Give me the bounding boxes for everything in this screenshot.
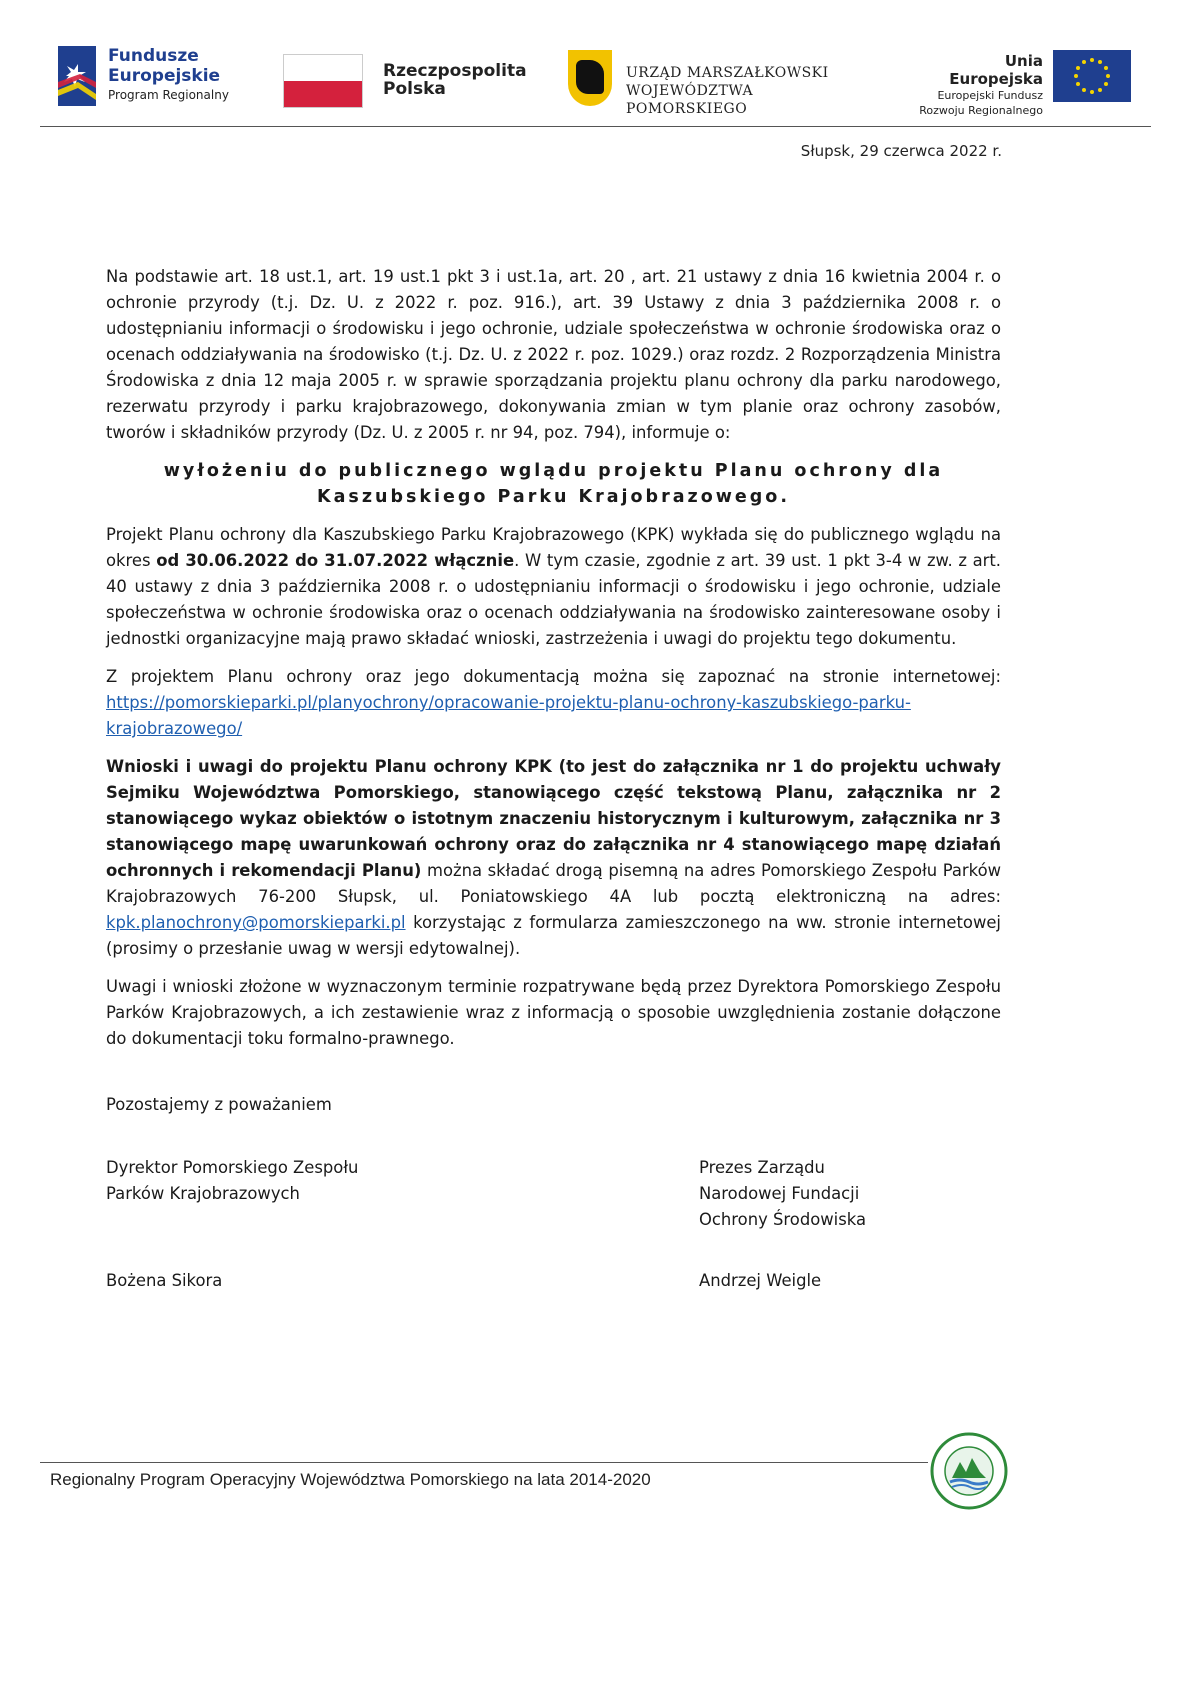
ue-line1: Unia Europejska (949, 52, 1043, 88)
um-line2: WOJEWÓDZTWA POMORSKIEGO (626, 83, 754, 117)
ue-line3: Rozwoju Regionalnego (919, 104, 1043, 117)
fe-line3: Program Regionalny (108, 88, 229, 102)
urzad-marszalkowski-logo (568, 40, 868, 117)
paragraph-website: Z projektem Planu ochrony oraz jego dokumentacją można się zapoznać na stronie internetowej: https://pomorskieparki.pl/planyochrony/opracowanie-projektu-planu-ochrony-kaszubskiego-parku-krajobrazowego/ (106, 667, 1001, 738)
paragraph-review: Uwagi i wnioski złożone w wyznaczonym terminie rozpatrywane będą przez Dyrektora Pomorskiego Zespołu Parków Krajobrazowych, a ich zestawienie wraz z informacją o sposobie uwzględnienia zostanie dołączone do dokumentacji toku formalno-prawnego. (106, 977, 1001, 1048)
exposure-dates: od 30.06.2022 do 31.07.2022 włącznie (156, 551, 515, 570)
plan-website-link[interactable]: https://pomorskieparki.pl/planyochrony/opracowanie-projektu-planu-ochrony-kaszubskiego-parku-krajobrazowego/ (106, 693, 911, 738)
pzpk-logo-icon (930, 1432, 1008, 1510)
poland-flag-icon (283, 54, 363, 108)
signature-right-title: Prezes Zarządu Narodowej Fundacji Ochrony Środowiska (699, 1158, 866, 1229)
footer-divider (40, 1462, 928, 1463)
header-logos (58, 40, 1138, 120)
announcement-heading: wyłożeniu do publicznego wglądu projektu Planu ochrony dla Kaszubskiego Parku Krajobrazowego. (163, 461, 944, 507)
paragraph-exposure-period: Projekt Planu ochrony dla Kaszubskiego Parku Krajobrazowego (KPK) wykłada się do publicznego wglądu na okres od 30.06.2022 do 31.07.2022 włącznie. W tym czasie, zgodnie z art. 39 ust. 1 pkt 3-4 w zw. z art. 40 ustawy z dnia 3 października 2008 r. o udostępnianiu informacji o środowisku i jego ochronie, udziale społeczeństwa w ochronie środowiska oraz o ocenach oddziaływania na środowisko zainteresowane osoby i jednostki organizacyjne mają prawo składać wnioski, zastrzeżenia i uwagi do projektu tego dokumentu. (106, 525, 1001, 648)
rp-line2: Polska (383, 79, 446, 99)
fundusze-europejskie-logo (58, 40, 233, 110)
rp-line1: Rzeczpospolita (383, 61, 527, 81)
rzeczpospolita-logo (283, 40, 527, 100)
signatory-right-name: Andrzej Weigle (699, 1271, 822, 1290)
letter-body (106, 264, 1001, 1064)
closing-phrase: Pozostajemy z poważaniem (106, 1095, 332, 1114)
paragraph-legal-basis: Na podstawie art. 18 ust.1, art. 19 ust.1 pkt 3 i ust.1a, art. 20 , art. 21 ustawy z dnia 16 kwietnia 2004 r. o ochronie przyrody (t.j. Dz. U. z 2022 r. poz. 916.), art. 39 Ustawy z dnia 3 października 2008 r. o udostępnianiu informacji o środowisku i jego ochronie, udziale społeczeństwa w ochronie środowiska oraz o ocenach oddziaływania na środowisko (t.j. Dz. U. z 2022 r. poz. 1029.) oraz rozdz. 2 Rozporządzenia Ministra Środowiska z dnia 12 maja 2005 r. w sprawie sporządzania projektu planu ochrony dla parku narodowego, rezerwatu przyrody i parku krajobrazowego, dokonywania zmian w tym planie oraz ochrony zasobów, tworów i składników przyrody (Dz. U. z 2005 r. nr 94, poz. 794), informuje o: (106, 267, 1001, 442)
letter-date: Słupsk, 29 czerwca 2022 r. (800, 142, 1002, 160)
fe-star-icon (58, 46, 96, 106)
header-divider (40, 126, 1151, 127)
eu-flag-icon (1053, 50, 1131, 102)
unia-europejska-logo (913, 40, 1138, 117)
fe-line2: Europejskie (108, 66, 221, 86)
ue-line2: Europejski Fundusz (937, 89, 1043, 102)
paragraph-submissions: Wnioski i uwagi do projektu Planu ochrony KPK (to jest do załącznika nr 1 do projektu uchwały Sejmiku Województwa Pomorskiego, stanowiącego część tekstową Planu, załącznika nr 2 stanowiącego wykaz obiektów o istotnym znaczeniu historycznym i kulturowym, załącznika nr 3 stanowiącego mapę uwarunkowań ochrony oraz do załącznika nr 4 stanowiącego mapę działań ochronnych i rekomendacji Planu) można składać drogą pisemną na adres Pomorskiego Zespołu Parków Krajobrazowych 76-200 Słupsk, ul. Poniatowskiego 4A lub pocztą elektroniczną na adres: kpk.planochrony@pomorskieparki.pl korzystając z formularza zamieszczonego na ww. stronie internetowej (prosimy o przesłanie uwag w wersji edytowalnej). (106, 757, 1001, 958)
footer-program-text: Regionalny Program Operacyjny Województwa Pomorskiego na lata 2014-2020 (50, 1470, 651, 1489)
signature-left-title: Dyrektor Pomorskiego Zespołu Parków Krajobrazowych (106, 1158, 359, 1203)
signatory-left-name: Bożena Sikora (106, 1271, 223, 1290)
griffin-crest-icon (568, 50, 612, 106)
email-link[interactable]: kpk.planochrony@pomorskieparki.pl (106, 913, 406, 932)
fe-line1: Fundusze (108, 46, 199, 66)
um-line1: URZĄD MARSZAŁKOWSKI (626, 65, 829, 81)
